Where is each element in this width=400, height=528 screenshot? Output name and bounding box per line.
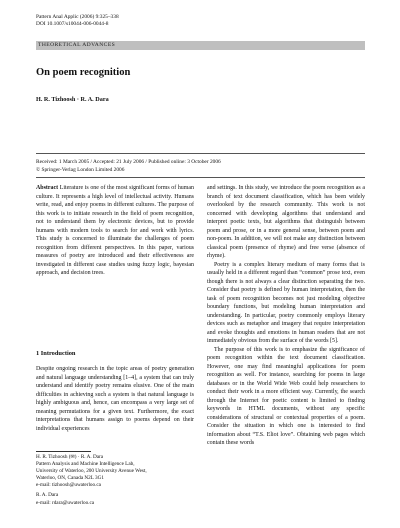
- body-paragraph: and settings. In this study, we introduce the poem recognition as a branch of text document classification, which has been widely overlooked by the research community. This work is not concerned with developing algorithms that understand and interpret poetic texts, but algorithms that distinguish between poem and prose, or in a more general sense, between poem and non-poem. In addition, we will not make any distinction between classical poem (presence of rhyme) and free verse (absence of rhyme).: [207, 185, 365, 259]
- footnote-email: e-mail: rdara@uwaterloo.ca: [36, 499, 95, 506]
- abstract-text: Literature is one of the most significant forms of human culture. It represents a high level of intellectual activity. Humans write, read, and enjoy poems in different cultures. The purpose of this work is to initiate research in the field of poem recognition, not to understand them by electronic devices, but to provide humans with modern tools to search for and work with lyrics. This study is concerned to illuminate the challenges of poem recognition from different perspectives. In this paper, various measures of poetry are introduced and their effectiveness are investigated in different case studies using fuzzy logic, bayesian approach, and decision trees.: [36, 185, 194, 276]
- footnote-line: Pattern Analysis and Machine Intelligence Lab,: [36, 461, 135, 468]
- abstract: [36, 184, 194, 278]
- section-heading: 1 Introduction: [36, 350, 76, 357]
- abstract-label: Abstract: [36, 185, 59, 191]
- category-label: THEORETICAL ADVANCES: [38, 42, 116, 48]
- author-list: H. R. Tizhoosh · R. A. Dara: [36, 96, 109, 103]
- doi: DOI 10.1007/s10044-006-0044-8: [36, 21, 109, 27]
- footnote-line: Waterloo, ON, Canada N2L 3G1: [36, 475, 104, 482]
- category-band: [36, 41, 365, 50]
- journal-header: [36, 14, 119, 28]
- footnote-email: e-mail: tizhoosh@uwaterloo.ca: [36, 482, 101, 489]
- intro-column: [36, 365, 194, 433]
- publication-dates: [36, 159, 221, 174]
- received-line: Received: 1 March 2005 / Accepted: 21 July 2006 / Published online: 3 October 2006: [36, 159, 221, 165]
- footnote-divider: [36, 451, 91, 452]
- author-footnote: [36, 454, 196, 507]
- footnote-line: R. A. Dara: [36, 492, 59, 499]
- abstract-column: [36, 184, 194, 278]
- copyright-line: © Springer-Verlag London Limited 2006: [36, 166, 125, 173]
- paper-title: On poem recognition: [36, 67, 131, 78]
- footnote-line: H. R. Tizhoosh (✉) · R. A. Dara: [36, 454, 104, 460]
- top-divider: [36, 153, 365, 154]
- journal-citation: Pattern Anal Applic (2006) 9:325–338: [36, 14, 119, 20]
- right-column: [207, 184, 365, 448]
- body-paragraph: Poetry is a complex literary medium of many forms that is usually held in a different regard than “common” prose text, even though there is not always a clear distinction separating the two. Consider that poetry is defined by human interpretation, then the task of poem recognition becomes not just modeling objective boundary functions, but modeling human interpretation and understanding. In particular, poetry commonly employs literary devices such as metaphor and imagery that require interpretation and evoke thoughts and emotions in human readers that are not immediately obvious from the surface of the words [5].: [207, 261, 365, 344]
- bottom-divider: [36, 177, 365, 178]
- intro-paragraph: Despite ongoing research in the topic areas of poetry generation and natural language understanding [1–4], a system that can truly understand and identify poetry remains elusive. One of the main difficulties in achieving such a system is that natural language is highly ambiguous and, hence, can encompass a very large set of meaning permutations for a given text. Furthermore, the exact interpretations that humans assign to poems depend on their individual experiences: [36, 366, 194, 432]
- footnote-line: University of Waterloo, 200 University Avenue West,: [36, 468, 147, 475]
- body-paragraph: The purpose of this work is to emphasize the significance of poem recognition within the text document classification. However, one may find meaningful applications for poem recognition as well. For instance, searching for poems in large databases or in the World Wide Web could help researchers to conduct their work in a more efficient way. Currently, the search through the Internet for poetic content is limited to finding keywords in HTML documents, without any specific considerations of structural or contextual properties of a poem. Consider the situation in which one is interested to find information about “T.S. Eliot love”. Obtaining web pages which contain these words: [207, 346, 365, 446]
